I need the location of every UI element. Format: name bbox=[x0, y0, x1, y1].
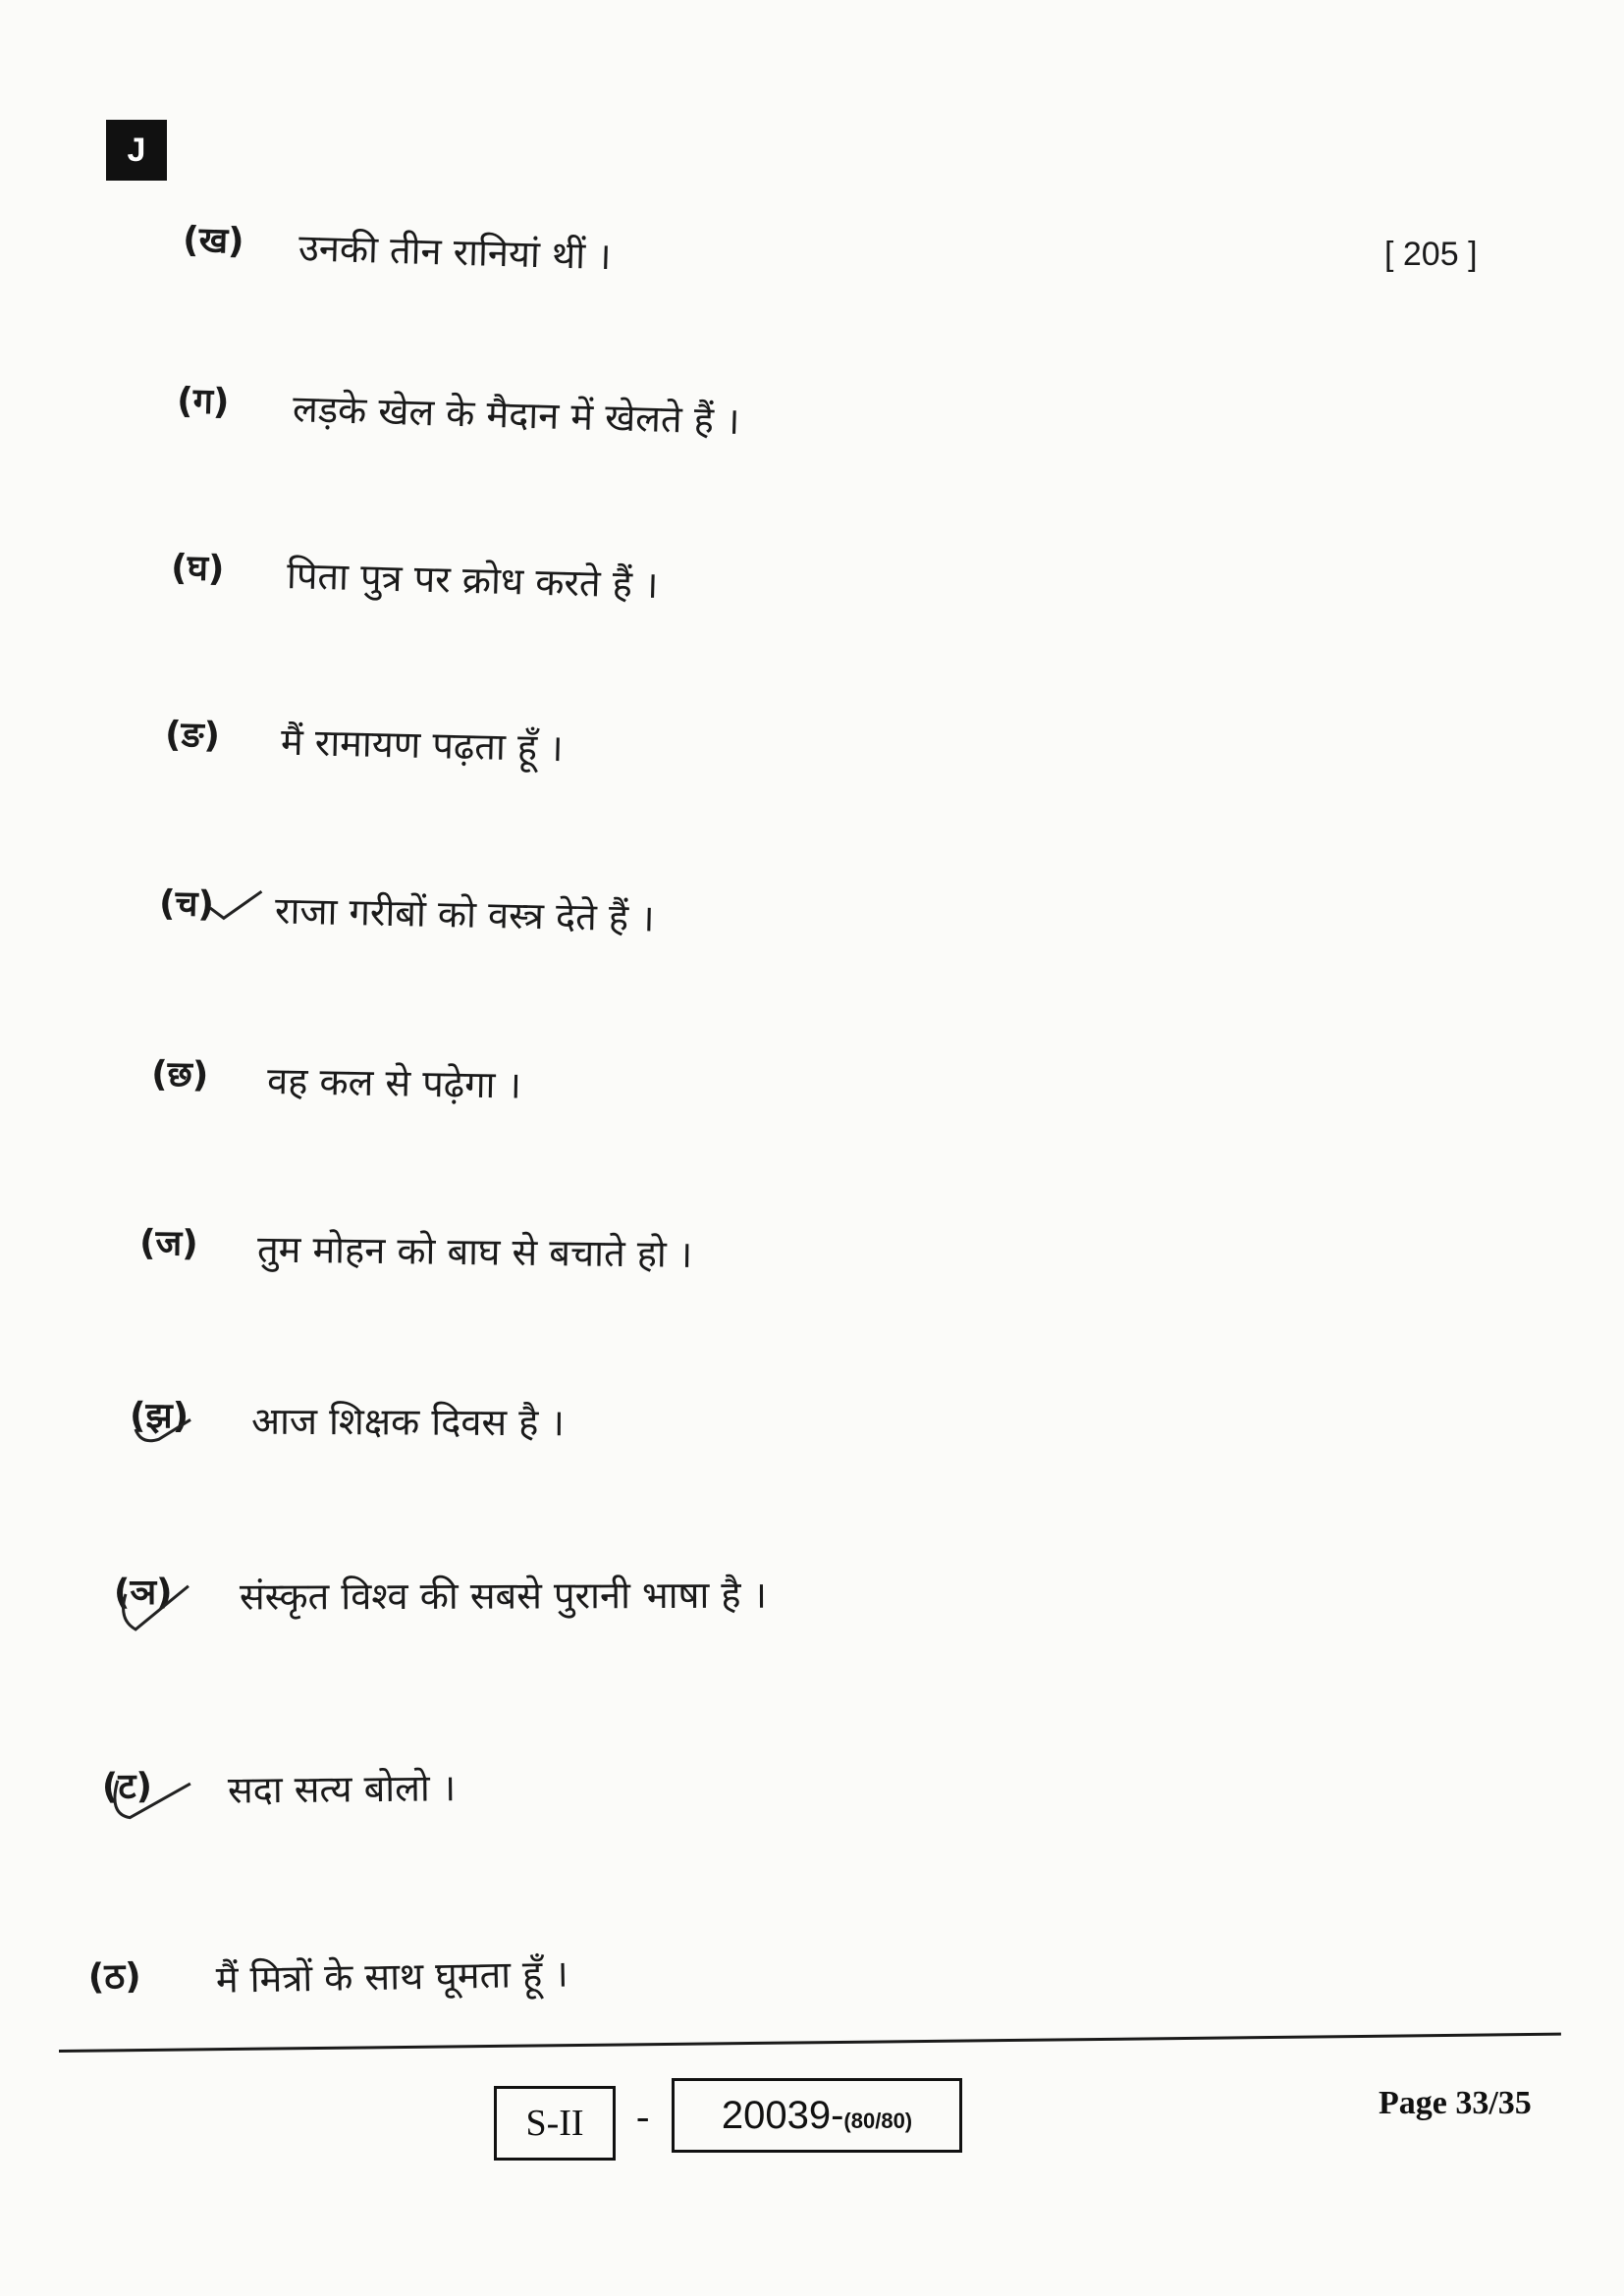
question-label: (घ) bbox=[170, 548, 225, 590]
question-item bbox=[170, 542, 659, 611]
question-item bbox=[150, 1048, 522, 1117]
question-item bbox=[87, 1951, 569, 2020]
footer-divider bbox=[59, 2033, 1561, 2053]
question-label: (ठ) bbox=[87, 1956, 142, 1998]
series-box: S-II bbox=[494, 2086, 616, 2161]
question-item bbox=[182, 214, 613, 283]
question-label: (छ) bbox=[150, 1054, 209, 1096]
paper-code: 20039- bbox=[721, 2094, 844, 2137]
question-text: सदा सत्य बोलो । bbox=[227, 1766, 457, 1812]
marks: [ 205 ] bbox=[1384, 236, 1478, 273]
question-text: पिता पुत्र पर क्रोध करते हैं । bbox=[286, 554, 659, 607]
question-text: लड़के खेल के मैदान में खेलते हैं । bbox=[292, 387, 741, 444]
check-mark-icon bbox=[108, 1770, 197, 1830]
question-item bbox=[101, 1761, 457, 1830]
question-label: (ग) bbox=[176, 381, 230, 423]
question-item bbox=[164, 709, 565, 777]
question-text: राजा गरीबों को वस्त्र देते हैं । bbox=[274, 888, 655, 940]
page-marker: J bbox=[106, 120, 167, 181]
question-label: (ट) bbox=[101, 1766, 153, 1807]
question-item bbox=[158, 878, 655, 946]
check-mark-icon bbox=[206, 884, 266, 929]
question-label: (ज) bbox=[138, 1223, 198, 1264]
paper-code-box bbox=[672, 2078, 962, 2153]
question-text: उनकी तीन रानियां थीं । bbox=[298, 226, 613, 279]
question-item bbox=[176, 375, 741, 444]
question-label: (ङ) bbox=[164, 715, 221, 757]
question-text: तुम मोहन को बाघ से बचाते हो । bbox=[256, 1227, 693, 1276]
question-label: (ञ) bbox=[113, 1572, 173, 1613]
question-text: मैं रामायण पढ़ता हूँ । bbox=[280, 720, 565, 771]
question-text: संस्कृत विश्व की सबसे पुरानी भाषा है । bbox=[239, 1573, 768, 1619]
page-number: Page 33/35 bbox=[1379, 2085, 1532, 2121]
check-mark-icon bbox=[118, 1580, 196, 1639]
question-text: आज शिक्षक दिवस है । bbox=[250, 1399, 566, 1445]
paper-code-count: (80/80) bbox=[843, 2109, 913, 2133]
question-item bbox=[138, 1217, 693, 1286]
question-label: (च) bbox=[158, 883, 215, 926]
check-mark-icon bbox=[132, 1410, 200, 1453]
question-text: वह कल से पढ़ेगा । bbox=[266, 1059, 522, 1107]
question-label: (ख) bbox=[182, 220, 245, 262]
footer-separator: - bbox=[636, 2094, 650, 2138]
question-label: (झ) bbox=[129, 1396, 189, 1437]
question-text: मैं मित्रों के साथ घूमता हूँ । bbox=[215, 1951, 569, 2002]
